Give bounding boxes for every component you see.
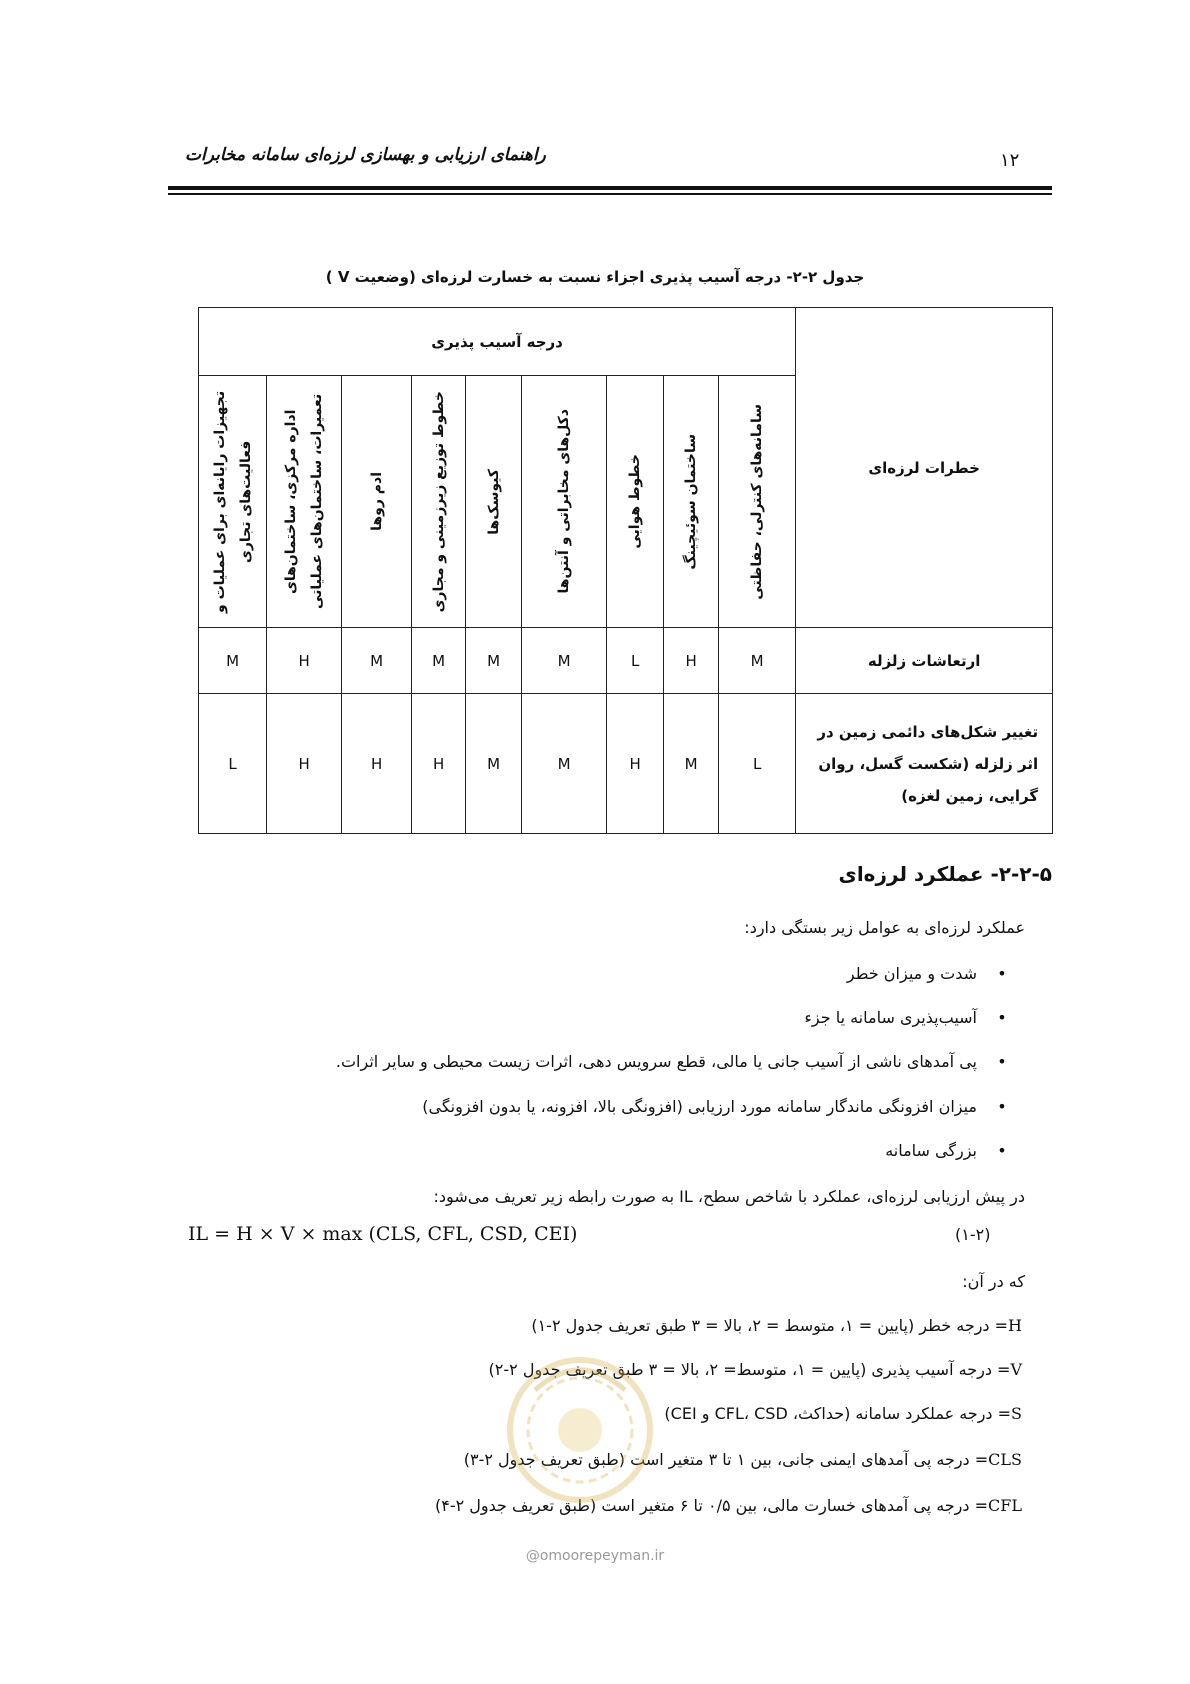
- header-rule-thick: [168, 186, 1052, 190]
- table-cell: M: [466, 628, 522, 694]
- page-number: ۱۲: [1000, 150, 1020, 171]
- header-title: راهنمای ارزیابی و بهسازی لرزه‌ای سامانه مخابرات: [185, 145, 546, 165]
- watermark-logo-icon: [495, 1330, 665, 1530]
- table-cell: H: [342, 694, 412, 834]
- table-cell: M: [664, 694, 719, 834]
- list-item: •میزان افزونگی ماندگار سامانه مورد ارزیابی (افزونگی بالا، افزونه، یا بدون افزونگی): [422, 1097, 1007, 1116]
- table-cell: M: [522, 694, 607, 834]
- hazard-cell: ارتعاشات زلزله: [796, 628, 1053, 694]
- where-label: که در آن:: [962, 1272, 1025, 1291]
- watermark-site: @omoorepeyman.ir: [525, 1548, 665, 1564]
- hazard-cell: تغییر شکل‌های دائمی زمین در اثر زلزله (شکست گسل، روان گرایی، زمین لغزه): [796, 694, 1053, 834]
- table-cell: L: [719, 694, 796, 834]
- column-header: دکل‌های مخابراتی و آنتن‌ها: [522, 376, 607, 628]
- equation-number: (۱-۲): [955, 1225, 991, 1244]
- list-item: •بزرگی سامانه: [885, 1141, 1007, 1160]
- table-row: [199, 628, 1053, 694]
- table-cell: H: [412, 694, 466, 834]
- definition-cfl: CFL= درجه پی آمدهای خسارت مالی، بین ۰/۵ تا ۶ متغیر است (طبق تعریف جدول ۲-۴): [435, 1496, 1022, 1515]
- list-item: •شدت و میزان خطر: [846, 964, 1007, 983]
- header-rule-thin: [168, 193, 1052, 195]
- column-header: خطوط هوایی: [607, 376, 664, 628]
- definition-h: H= درجه خطر (پایین = ۱، متوسط = ۲، بالا = ۳ طبق تعریف جدول ۲-۱): [531, 1316, 1022, 1335]
- table-cell: M: [466, 694, 522, 834]
- table-cell: L: [607, 628, 664, 694]
- column-header: ساختمان سوئیچینگ: [664, 376, 719, 628]
- table-cell: H: [267, 628, 342, 694]
- column-header: ادم روها: [342, 376, 412, 628]
- group-header: درجه آسیب پذیری: [199, 308, 796, 376]
- hazard-header: خطرات لرزه‌ای: [796, 308, 1053, 628]
- list-item: •پی آمدهای ناشی از آسیب جانی یا مالی، قطع سرویس دهی، اثرات زیست محیطی و سایر اثرات.: [335, 1052, 1007, 1071]
- table-cell: M: [719, 628, 796, 694]
- column-header: سامانه‌های کنترلی، حفاظتی: [719, 376, 796, 628]
- formula-intro: در پیش ارزیابی لرزه‌ای، عملکرد با شاخص سطح، IL به صورت رابطه زیر تعریف می‌شود:: [433, 1187, 1025, 1206]
- table-cell: H: [267, 694, 342, 834]
- formula: IL = H × V × max (CLS, CFL, CSD, CEI): [188, 1223, 578, 1245]
- table-row: [199, 694, 1053, 834]
- table-cell: L: [199, 694, 267, 834]
- column-header: اداره مرکزی، ساختمان‌های تعمیرات، ساختمان‌های عملیاتی: [267, 376, 342, 628]
- table-caption: جدول ۲-۲- درجه آسیب پذیری اجزاء نسبت به خسارت لرزه‌ای (وضعیت V ): [325, 268, 865, 286]
- column-header: تجهیزات رایانه‌ای برای عملیات و فعالیت‌های تجاری: [199, 376, 267, 628]
- table-cell: M: [522, 628, 607, 694]
- section-heading: ۲-۲-۵- عملکرد لرزه‌ای: [838, 862, 1052, 886]
- column-header: کیوسک‌ها: [466, 376, 522, 628]
- definition-s: S= درجه عملکرد سامانه (حداکث، CFL، CSD و CEI): [664, 1404, 1022, 1423]
- table-cell: M: [342, 628, 412, 694]
- table-cell: M: [199, 628, 267, 694]
- definition-cls: CLS= درجه پی آمدهای ایمنی جانی، بین ۱ تا ۳ متغیر است (طبق تعریف جدول ۲-۳): [463, 1450, 1022, 1469]
- table-cell: H: [607, 694, 664, 834]
- section-intro: عملکرد لرزه‌ای به عوامل زیر بستگی دارد:: [744, 918, 1025, 937]
- column-header: خطوط توزیع زیرزمینی و مجاری: [412, 376, 466, 628]
- vulnerability-table: [198, 307, 1053, 834]
- definition-v: V= درجه آسیب پذیری (پایین = ۱، متوسط= ۲، بالا = ۳ طبق تعریف جدول ۲-۲): [488, 1360, 1022, 1379]
- table-cell: H: [664, 628, 719, 694]
- table-cell: M: [412, 628, 466, 694]
- list-item: •آسیب‌پذیری سامانه یا جزء: [804, 1008, 1007, 1027]
